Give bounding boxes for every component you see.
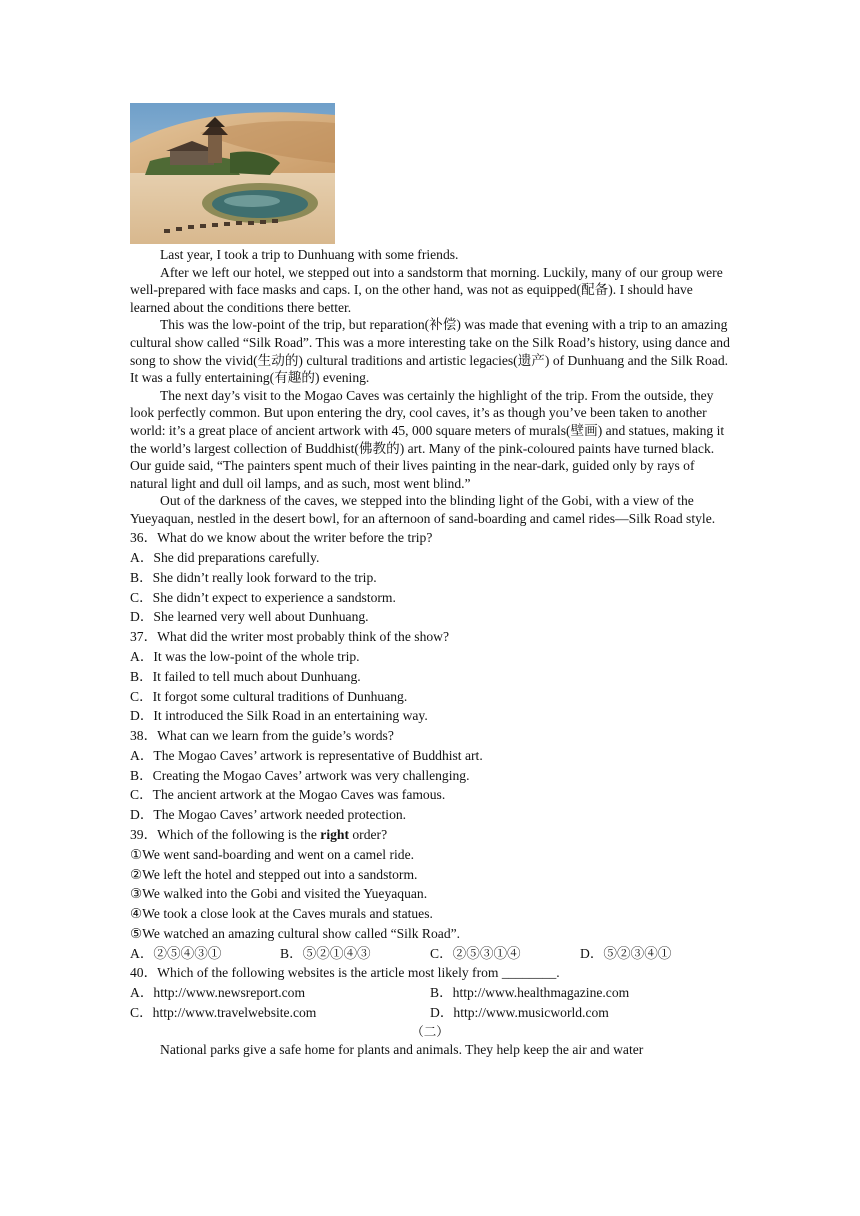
passage-paragraph-3: This was the low-point of the trip, but reparation(补偿) was made that evening with a trip to an amazing cultural show called “Silk Road”. This was a more interesting take on the Silk Road’s history, using dance and song to show the vivid(生动的) cultural traditions and artistic legacies(遗产) of Dunhuang and the Silk Road. It was a fully entertaining(有趣的) evening. (130, 317, 730, 386)
exam-page (130, 103, 730, 1059)
question-38-option-a: A．The Mogao Caves’ artwork is representative of Buddhist art. (130, 747, 483, 763)
question-40-option-a: A．http://www.newsreport.com (130, 985, 306, 1001)
question-36-option-b: B．She didn’t really look forward to the trip. (130, 569, 377, 585)
question-39-options (130, 945, 730, 963)
question-38-stem: 38．What can we learn from the guide’s words? (130, 728, 394, 744)
question-39-option-a: A．②⑤④③① (130, 945, 222, 961)
passage-paragraph-5: Out of the darkness of the caves, we stepped into the blinding light of the Gobi, with a view of the Yueyaquan, nestled in the desert bowl, for an afternoon of sand-boarding and camel rides—Silk Road style. (130, 493, 716, 526)
question-39-event-3: ③We walked into the Gobi and visited the Yueyaquan. (130, 886, 428, 902)
question-39-stem-pre: 39．Which of the following is the (130, 827, 321, 843)
dunhuang-oasis-photo (130, 103, 335, 244)
question-40-options-row-1 (130, 984, 730, 1002)
question-36-option-c: C．She didn’t expect to experience a sandstorm. (130, 589, 396, 605)
question-38-option-c: C．The ancient artwork at the Mogao Caves was famous. (130, 787, 446, 803)
passage-paragraph-2: After we left our hotel, we stepped out into a sandstorm that morning. Luckily, many of our group were well-prepared with face masks and caps. I, on the other hand, was not as equipped(配备). I should have learned about the conditions there better. (130, 264, 723, 315)
question-38-option-d: D．The Mogao Caves’ artwork needed protection. (130, 807, 407, 823)
question-39-option-c: C．②⑤③①④ (430, 945, 521, 961)
passage-paragraph-4: The next day’s visit to the Mogao Caves was certainly the highlight of the trip. From the outside, they look perfectly common. But upon entering the dry, cool caves, it’s as though you’ve been taken to another world: it’s a great place of ancient artwork with 45, 000 square meters of murals(壁画) and statues, making it the world’s largest collection of Buddhist(佛教的) art. Many of the pink-coloured paints have turned black. Our guide said, “The painters spent much of their lives painting in the near-dark, guided only by rays of natural light and dull oil lamps, and as such, most went blind.” (130, 387, 725, 491)
question-39-stem (130, 826, 730, 844)
question-38-option-b: B．Creating the Mogao Caves’ artwork was very challenging. (130, 767, 470, 783)
question-39-event-5: ⑤We watched an amazing cultural show called “Silk Road”. (130, 925, 461, 941)
question-40-option-d: D．http://www.musicworld.com (430, 1005, 609, 1021)
question-37-option-b: B．It failed to tell much about Dunhuang. (130, 668, 361, 684)
question-39-stem-post: order? (348, 827, 388, 843)
question-40-stem: 40．Which of the following websites is the article most likely from ________. (130, 965, 560, 981)
question-40-options-row-2 (130, 1004, 730, 1022)
question-37-option-c: C．It forgot some cultural traditions of Dunhuang. (130, 688, 408, 704)
question-39-stem-bold: right (320, 827, 349, 843)
question-40-option-c: C．http://www.travelwebsite.com (130, 1005, 317, 1021)
question-39-event-4: ④We took a close look at the Caves murals and statues. (130, 906, 433, 922)
question-36-stem: 36．What do we know about the writer before the trip? (130, 530, 433, 546)
question-39-option-d: D．⑤②③④① (580, 945, 672, 961)
section-label: （二） (411, 1024, 449, 1039)
question-37-option-a: A．It was the low-point of the whole trip. (130, 648, 360, 664)
question-36-option-d: D．She learned very well about Dunhuang. (130, 609, 369, 625)
passage-paragraph-1: Last year, I took a trip to Dunhuang with some friends. (160, 247, 459, 262)
next-passage-first-line: National parks give a safe home for plants and animals. They help keep the air and water (160, 1042, 644, 1058)
question-39-event-2: ②We left the hotel and stepped out into a sandstorm. (130, 866, 418, 882)
question-36-option-a: A．She did preparations carefully. (130, 550, 320, 566)
question-37-stem: 37．What did the writer most probably think of the show? (130, 629, 450, 645)
question-39-event-1: ①We went sand-boarding and went on a camel ride. (130, 846, 415, 862)
question-37-option-d: D．It introduced the Silk Road in an entertaining way. (130, 708, 428, 724)
question-40-option-b: B．http://www.healthmagazine.com (430, 985, 630, 1001)
question-39-option-b: B．⑤②①④③ (280, 945, 371, 961)
